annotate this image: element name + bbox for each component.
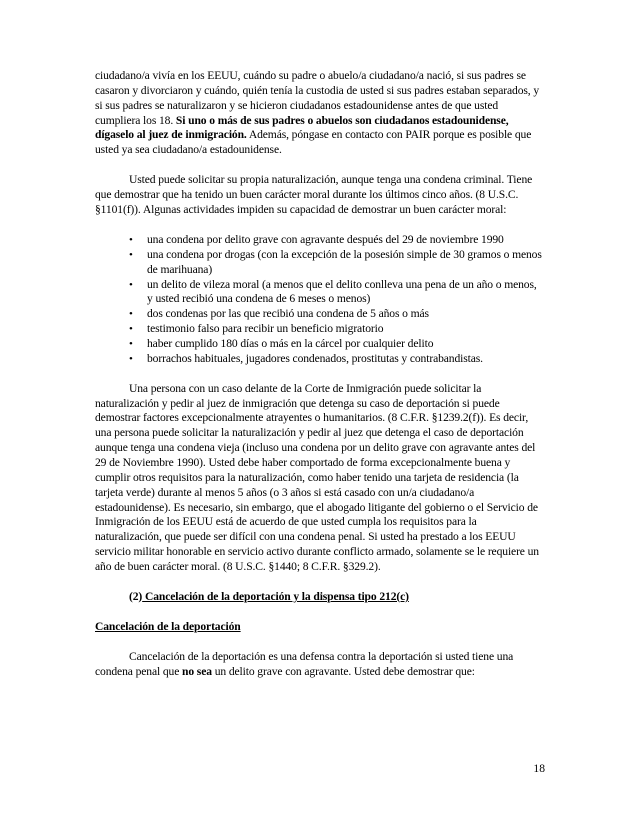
- list-item: [129, 233, 544, 248]
- document-body: [95, 69, 544, 680]
- list-item-text: una condena por drogas (con la excepción de la posesión simple de 30 gramos o menos de marihuana): [147, 247, 542, 276]
- page-number: 18: [533, 762, 545, 775]
- paragraph-immigration-court: Una persona con un caso delante de la Corte de Inmigración puede solicitar la naturalización y pedir al juez de inmigración que detenga su caso de deportación si puede demostrar factores excepcionalmente atrayentes o humanitarios. (8 C.F.R. §1239.2(f)). Es decir, una persona puede solicitar la naturalización y pedir al juez que detenga el caso de deportación aunque tenga una condena vieja (incluso una condena por un delito grave con agravante antes del 29 de Noviembre 1990). Usted debe haber comportado de forma excepcionalmente buena y cumplir otros requisitos para la naturalización, como haber tenido una tarjeta de residencia (la tarjeta verde) durante al menos 5 años (o 3 años si está casado con un/a ciudadano/a estadounidense). Es necesario, sin embargo, que el abogado litigante del gobierno o el Servicio de Inmigración de los EEUU está de acuerdo de que usted cumpla los requisitos para la naturalización, que puede ser difícil con una condena penal. Si usted ha prestado a los EEUU servicio militar honorable en servicio activo durante conflicto armado, solamente se le requiere un año de buen carácter moral. (8 U.S.C. §1440; 8 C.F.R. §329.2).: [95, 381, 539, 573]
- list-item-text: una condena por delito grave con agravante después del 29 de noviembre 1990: [147, 232, 504, 246]
- list-item: [129, 307, 544, 322]
- paragraph-naturalization-intro: Usted puede solicitar su propia naturalización, aunque tenga una condena criminal. Tiene que demostrar que ha tenido un buen carácter moral durante los últimos cinco años. (8 U.S.C. §1101(f)). Algunas actividades impiden su capacidad de demostrar un buen carácter moral:: [95, 173, 533, 216]
- list-item-text: haber cumplido 180 días o más en la cárcel por cualquier delito: [147, 336, 434, 350]
- cancellation-emphasis: no sea: [182, 664, 212, 678]
- list-item-text: dos condenas por las que recibió una condena de 5 años o más: [147, 307, 429, 321]
- list-item: [129, 322, 544, 337]
- bullet-icon: •: [129, 308, 133, 321]
- paragraph-citizenship-contact: Además, póngase en contacto con PAIR porque es posible que usted ya sea ciudadano/a estadounidense.: [95, 128, 532, 157]
- section-heading: [95, 590, 544, 605]
- moral-character-bullet-list: [95, 233, 544, 367]
- list-item: [129, 352, 544, 367]
- bullet-icon: •: [129, 352, 133, 365]
- list-item: [129, 248, 544, 278]
- section-heading-number: (2): [129, 589, 143, 603]
- list-item-text: testimonio falso para recibir un beneficio migratorio: [147, 322, 384, 336]
- bullet-icon: •: [129, 248, 133, 261]
- subsection-heading-title: Cancelación de la deportación: [95, 619, 241, 633]
- paragraph-cancellation-text: Cancelación de la deportación es una defensa contra la deportación si usted tiene una condena penal que: [95, 649, 514, 678]
- subsection-heading: [95, 620, 544, 635]
- paragraph-citizenship-text: ciudadano/a vivía en los EEUU, cuándo su padre o abuelo/a ciudadano/a nació, si sus padres se casaron y divorciaron y cuándo, quién tenía la custodia de usted si sus padres estaban separados, y si sus padres se naturalizaron y se hicieron ciudadanos estadounidense antes de que usted cumpliera los 18.: [95, 69, 540, 127]
- bullet-icon: •: [129, 337, 133, 350]
- list-item-text: un delito de vileza moral (a menos que el delito conlleva una pena de un año o menos, y usted recibió una condena de 6 meses o menos): [147, 277, 537, 306]
- paragraph-citizenship-details: [95, 69, 544, 158]
- paragraph-cancellation: [95, 650, 544, 680]
- bullet-icon: •: [129, 323, 133, 336]
- section-heading-title: Cancelación de la deportación y la dispensa tipo 212(c): [142, 589, 409, 603]
- bullet-icon: •: [129, 233, 133, 246]
- paragraph-cancellation-text-end: un delito grave con agravante. Usted debe demostrar que:: [214, 664, 475, 678]
- citizenship-emphasis: Si uno o más de sus padres o abuelos son ciudadanos estadounidense, dígaselo al juez de inmigración.: [95, 113, 509, 142]
- list-item: [129, 278, 544, 308]
- bullet-icon: •: [129, 278, 133, 291]
- list-item: [129, 337, 544, 352]
- list-item-text: borrachos habituales, jugadores condenados, prostitutas y contrabandistas.: [147, 351, 483, 365]
